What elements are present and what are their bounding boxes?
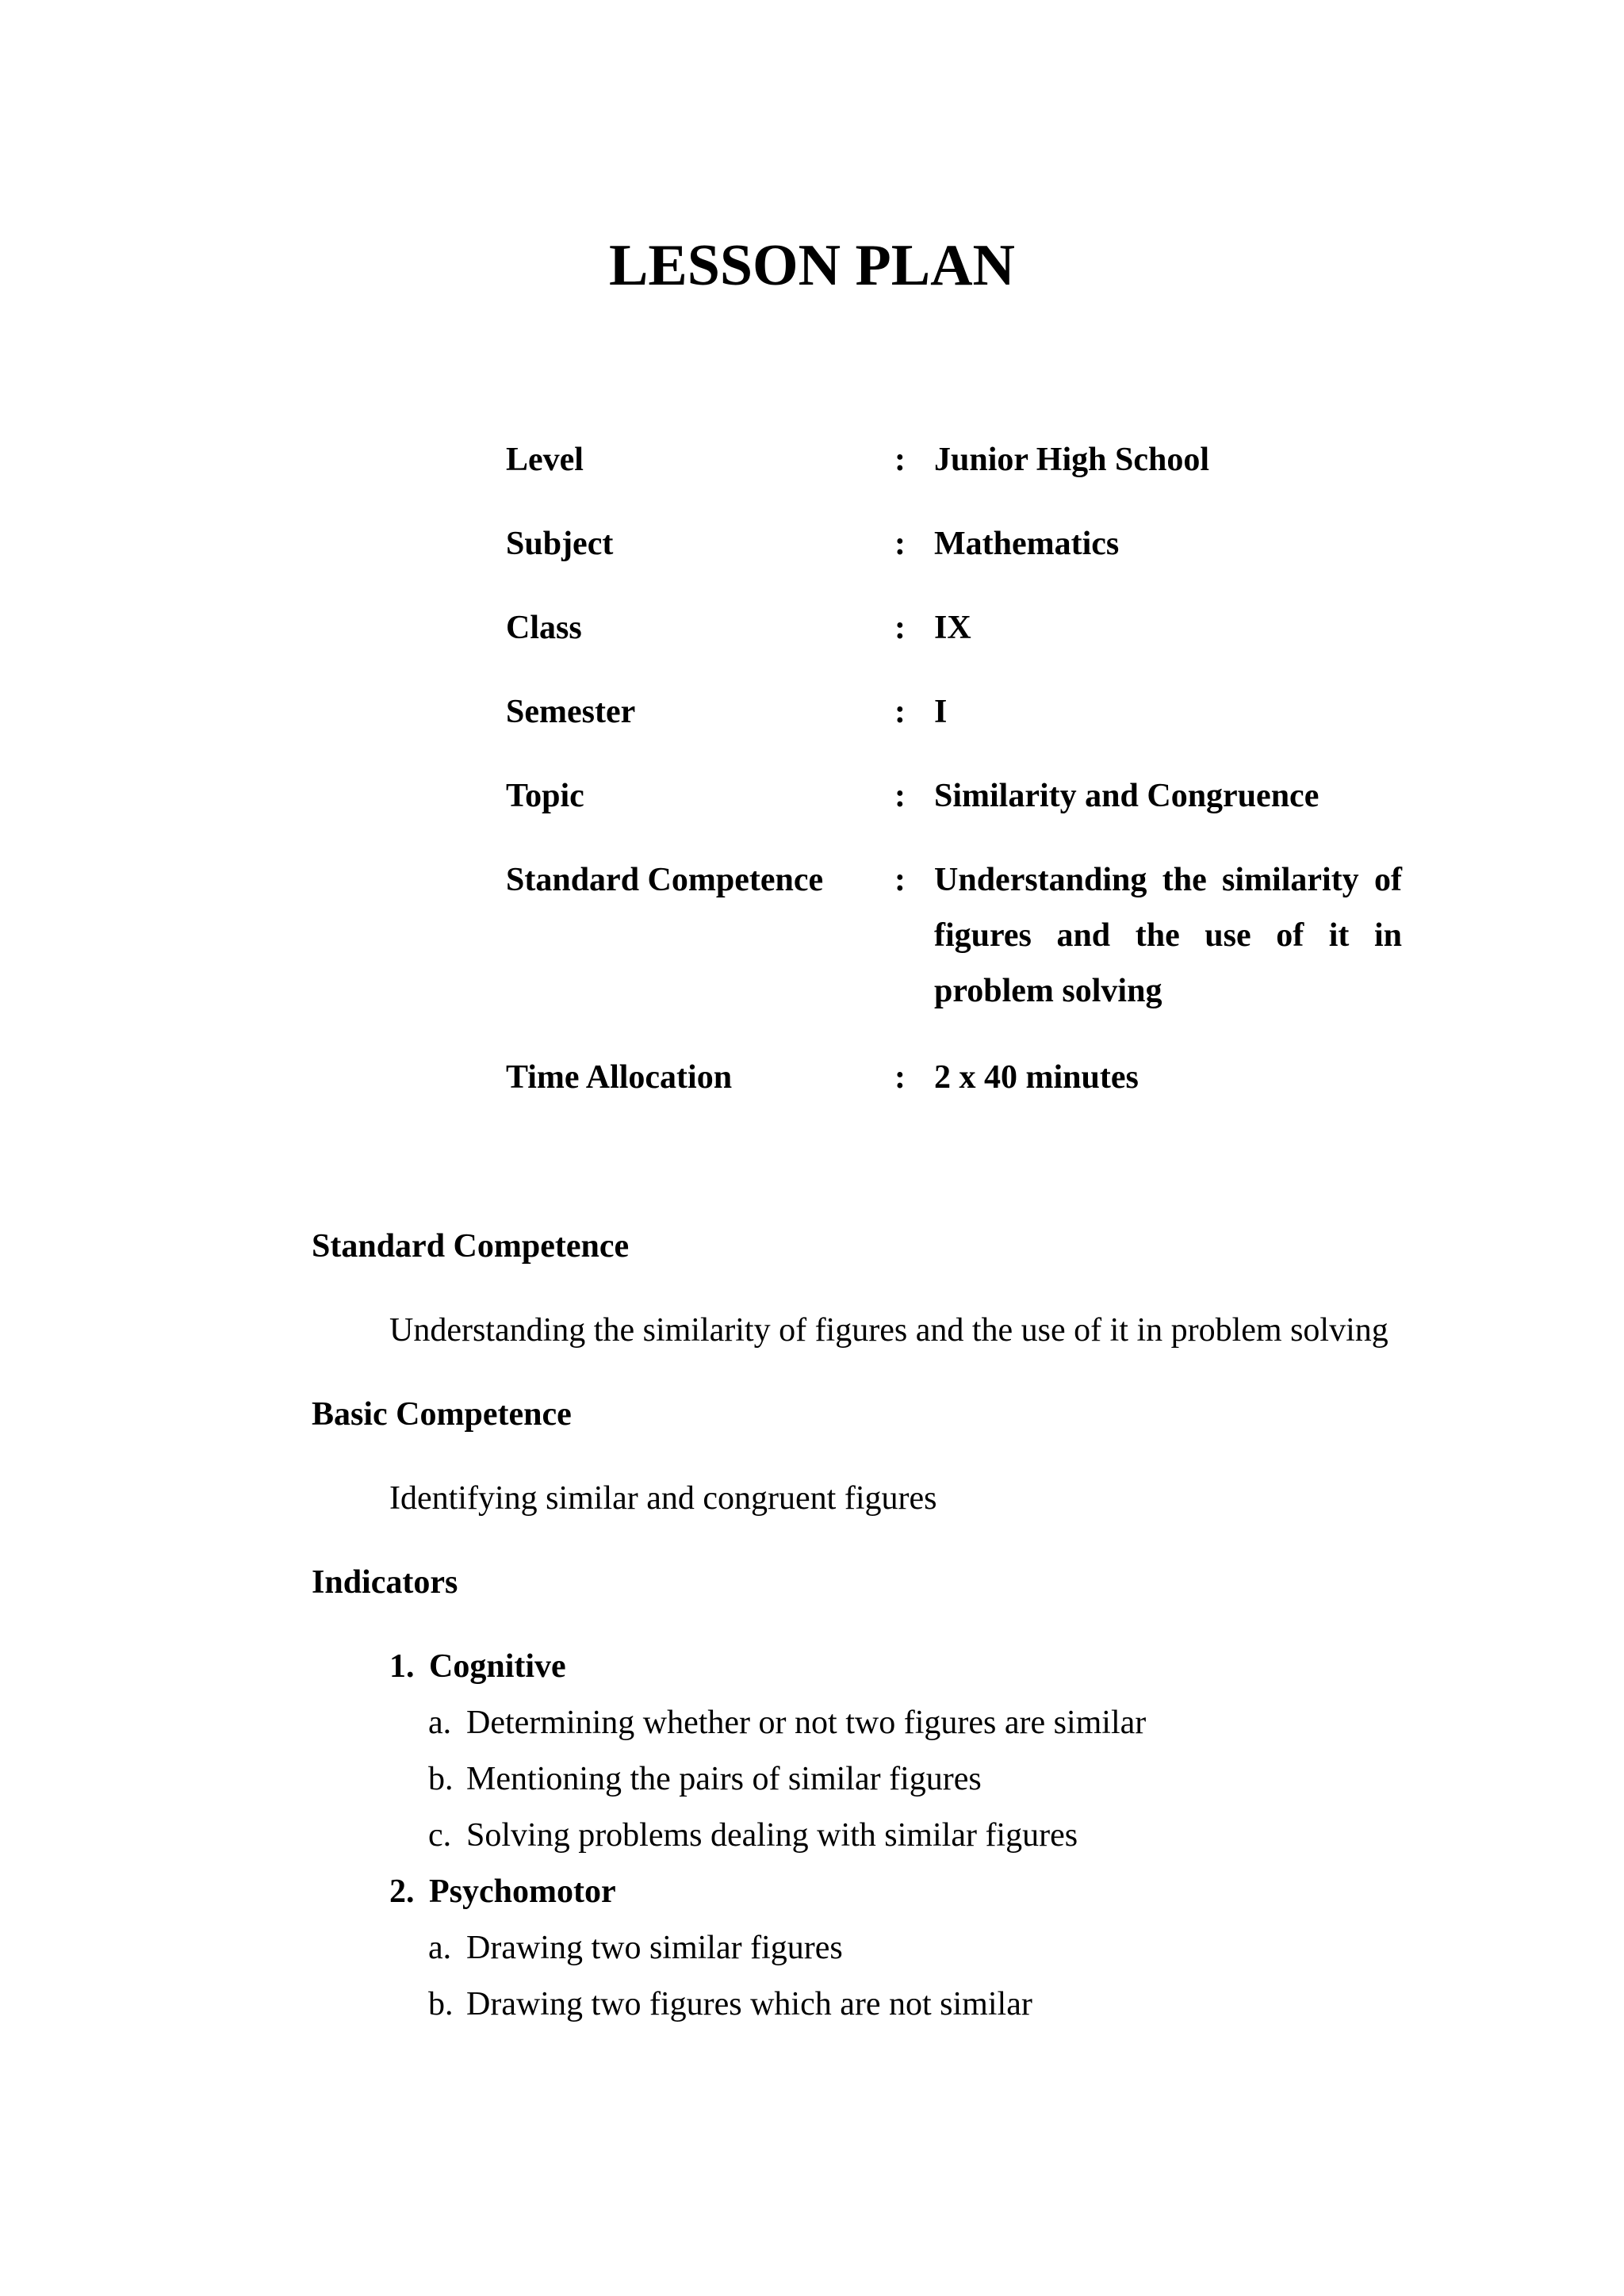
- info-value: Similarity and Congruence: [934, 778, 1320, 814]
- info-value: Junior High School: [934, 442, 1209, 478]
- info-value: Mathematics: [934, 526, 1120, 562]
- info-label: Standard Competence: [506, 862, 824, 898]
- list-text: Drawing two similar figures: [466, 1930, 843, 1966]
- list-text: Mentioning the pairs of similar figures: [466, 1761, 982, 1797]
- info-label: Class: [506, 610, 582, 646]
- info-label: Time Allocation: [506, 1059, 733, 1096]
- list-letter: a.: [428, 1930, 452, 1966]
- info-value: I: [934, 694, 948, 730]
- list-title: Psychomotor: [429, 1873, 616, 1910]
- info-separator: :: [894, 442, 906, 478]
- info-separator: :: [894, 862, 906, 898]
- indicator-group-psychomotor: [389, 1868, 616, 1915]
- list-item: [428, 1699, 1146, 1747]
- basic-competence-heading: Basic Competence: [312, 1396, 572, 1433]
- info-value: Understanding the similarity of figures and the use of it in problem solving: [934, 862, 1402, 1009]
- list-item: [428, 1755, 982, 1803]
- info-label: Semester: [506, 694, 636, 730]
- info-separator: :: [894, 610, 906, 646]
- info-value: 2 x 40 minutes: [934, 1059, 1139, 1096]
- standard-competence-text: Understanding the similarity of figures and the use of it in problem solving: [389, 1312, 1388, 1349]
- info-label: Level: [506, 442, 584, 478]
- info-label: Subject: [506, 526, 614, 562]
- list-number: 2.: [389, 1873, 415, 1910]
- list-text: Determining whether or not two figures are similar: [466, 1705, 1147, 1741]
- indicator-group-cognitive: [389, 1643, 566, 1690]
- basic-competence-text: Identifying similar and congruent figures: [389, 1480, 937, 1517]
- list-item: [428, 1812, 1078, 1859]
- list-text: Solving problems dealing with similar figures: [466, 1817, 1078, 1854]
- list-item: [428, 1924, 843, 1972]
- list-number: 1.: [389, 1648, 415, 1685]
- list-item: [428, 1980, 1032, 2028]
- standard-competence-heading: Standard Competence: [312, 1228, 630, 1265]
- list-letter: c.: [428, 1817, 452, 1854]
- info-label: Topic: [506, 778, 584, 814]
- list-letter: b.: [428, 1986, 454, 2022]
- list-letter: a.: [428, 1705, 452, 1741]
- list-letter: b.: [428, 1761, 454, 1797]
- indicators-heading: Indicators: [312, 1564, 458, 1601]
- page-title: LESSON PLAN: [609, 233, 1015, 298]
- list-text: Drawing two figures which are not similar: [466, 1986, 1032, 2022]
- info-separator: :: [894, 526, 906, 562]
- info-value: IX: [934, 610, 971, 646]
- info-separator: :: [894, 694, 906, 730]
- info-separator: :: [894, 778, 906, 814]
- list-title: Cognitive: [429, 1648, 566, 1685]
- info-separator: :: [894, 1059, 906, 1096]
